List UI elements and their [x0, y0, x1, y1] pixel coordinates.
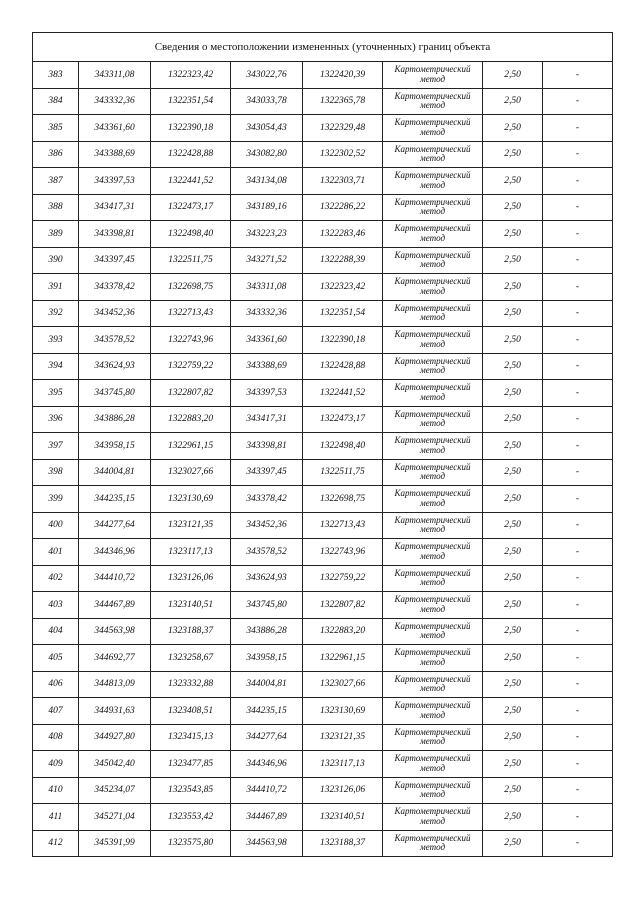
cell-accuracy: 2,50: [483, 168, 543, 195]
cell-point-number: 404: [33, 618, 79, 645]
cell-new-x: 343082,80: [231, 141, 303, 168]
cell-new-y: 1322428,88: [303, 353, 383, 380]
cell-new-x: 343271,52: [231, 247, 303, 274]
cell-new-x: 343745,80: [231, 592, 303, 619]
cell-new-y: 1322323,42: [303, 274, 383, 301]
table-title: Сведения о местоположении измененных (уточненных) границ объекта: [33, 33, 613, 62]
cell-accuracy: 2,50: [483, 221, 543, 248]
boundary-coordinates-table: [32, 32, 613, 857]
table-row: [33, 459, 613, 486]
cell-method: Картометрический метод: [383, 486, 483, 513]
cell-old-y: 1322883,20: [151, 406, 231, 433]
cell-accuracy: 2,50: [483, 433, 543, 460]
cell-old-x: 343397,45: [79, 247, 151, 274]
cell-new-y: 1322390,18: [303, 327, 383, 354]
cell-new-y: 1322743,96: [303, 539, 383, 566]
table-row: [33, 804, 613, 831]
cell-point-number: 387: [33, 168, 79, 195]
cell-point-number: 400: [33, 512, 79, 539]
table-row: [33, 141, 613, 168]
table-row: [33, 88, 613, 115]
table-row: [33, 194, 613, 221]
cell-accuracy: 2,50: [483, 804, 543, 831]
table-row: [33, 274, 613, 301]
cell-new-y: 1323126,06: [303, 777, 383, 804]
cell-old-y: 1323027,66: [151, 459, 231, 486]
table-row: [33, 618, 613, 645]
cell-point-number: 401: [33, 539, 79, 566]
cell-old-y: 1323332,88: [151, 671, 231, 698]
cell-method: Картометрический метод: [383, 459, 483, 486]
cell-new-y: 1322961,15: [303, 645, 383, 672]
cell-old-x: 344277,64: [79, 512, 151, 539]
table-row: [33, 698, 613, 725]
cell-description: -: [543, 168, 613, 195]
cell-new-x: 343022,76: [231, 62, 303, 89]
cell-new-y: 1322441,52: [303, 380, 383, 407]
cell-description: -: [543, 645, 613, 672]
cell-method: Картометрический метод: [383, 777, 483, 804]
cell-method: Картометрический метод: [383, 115, 483, 142]
table-row: [33, 168, 613, 195]
cell-new-y: 1322365,78: [303, 88, 383, 115]
cell-old-y: 1323553,42: [151, 804, 231, 831]
cell-accuracy: 2,50: [483, 141, 543, 168]
cell-old-x: 343452,36: [79, 300, 151, 327]
cell-description: -: [543, 671, 613, 698]
cell-description: -: [543, 486, 613, 513]
cell-description: -: [543, 62, 613, 89]
cell-old-y: 1322498,40: [151, 221, 231, 248]
cell-old-x: 344927,80: [79, 724, 151, 751]
cell-new-x: 344346,96: [231, 751, 303, 778]
cell-old-x: 345271,04: [79, 804, 151, 831]
cell-accuracy: 2,50: [483, 300, 543, 327]
cell-accuracy: 2,50: [483, 671, 543, 698]
cell-old-x: 345391,99: [79, 830, 151, 857]
cell-old-x: 344467,89: [79, 592, 151, 619]
cell-old-x: 343361,60: [79, 115, 151, 142]
cell-description: -: [543, 380, 613, 407]
cell-new-x: 344410,72: [231, 777, 303, 804]
cell-new-x: 343388,69: [231, 353, 303, 380]
cell-old-y: 1322428,88: [151, 141, 231, 168]
cell-new-x: 344467,89: [231, 804, 303, 831]
cell-accuracy: 2,50: [483, 459, 543, 486]
cell-description: -: [543, 539, 613, 566]
cell-point-number: 407: [33, 698, 79, 725]
cell-new-y: 1323027,66: [303, 671, 383, 698]
cell-description: -: [543, 777, 613, 804]
cell-old-y: 1322441,52: [151, 168, 231, 195]
cell-description: -: [543, 724, 613, 751]
cell-new-x: 343397,53: [231, 380, 303, 407]
table-row: [33, 380, 613, 407]
cell-description: -: [543, 353, 613, 380]
cell-method: Картометрический метод: [383, 433, 483, 460]
table-row: [33, 486, 613, 513]
cell-old-y: 1323408,51: [151, 698, 231, 725]
cell-point-number: 405: [33, 645, 79, 672]
cell-new-y: 1322351,54: [303, 300, 383, 327]
cell-accuracy: 2,50: [483, 565, 543, 592]
cell-accuracy: 2,50: [483, 830, 543, 857]
table-row: [33, 751, 613, 778]
cell-new-y: 1323130,69: [303, 698, 383, 725]
cell-new-y: 1322303,71: [303, 168, 383, 195]
table-body: [33, 62, 613, 857]
cell-point-number: 391: [33, 274, 79, 301]
cell-new-y: 1322286,22: [303, 194, 383, 221]
table-row: [33, 671, 613, 698]
cell-new-x: 343578,52: [231, 539, 303, 566]
cell-old-y: 1323575,80: [151, 830, 231, 857]
cell-point-number: 410: [33, 777, 79, 804]
cell-point-number: 389: [33, 221, 79, 248]
cell-accuracy: 2,50: [483, 592, 543, 619]
cell-new-y: 1322302,52: [303, 141, 383, 168]
cell-method: Картометрический метод: [383, 300, 483, 327]
cell-new-x: 343311,08: [231, 274, 303, 301]
cell-description: -: [543, 433, 613, 460]
cell-new-x: 344563,98: [231, 830, 303, 857]
cell-old-y: 1322351,54: [151, 88, 231, 115]
cell-new-y: 1323121,35: [303, 724, 383, 751]
cell-method: Картометрический метод: [383, 141, 483, 168]
cell-accuracy: 2,50: [483, 194, 543, 221]
cell-new-x: 343452,36: [231, 512, 303, 539]
cell-point-number: 392: [33, 300, 79, 327]
cell-accuracy: 2,50: [483, 353, 543, 380]
cell-point-number: 386: [33, 141, 79, 168]
cell-method: Картометрический метод: [383, 592, 483, 619]
cell-description: -: [543, 512, 613, 539]
cell-method: Картометрический метод: [383, 751, 483, 778]
cell-old-y: 1323126,06: [151, 565, 231, 592]
cell-old-x: 344692,77: [79, 645, 151, 672]
cell-new-y: 1322511,75: [303, 459, 383, 486]
cell-new-y: 1322713,43: [303, 512, 383, 539]
cell-new-y: 1322283,46: [303, 221, 383, 248]
cell-description: -: [543, 327, 613, 354]
cell-old-y: 1323258,67: [151, 645, 231, 672]
cell-accuracy: 2,50: [483, 115, 543, 142]
cell-accuracy: 2,50: [483, 618, 543, 645]
cell-method: Картометрический метод: [383, 804, 483, 831]
cell-new-x: 343397,45: [231, 459, 303, 486]
cell-method: Картометрический метод: [383, 698, 483, 725]
cell-old-x: 345042,40: [79, 751, 151, 778]
cell-old-x: 343311,08: [79, 62, 151, 89]
cell-accuracy: 2,50: [483, 698, 543, 725]
cell-description: -: [543, 751, 613, 778]
cell-point-number: 393: [33, 327, 79, 354]
table-row: [33, 724, 613, 751]
cell-old-x: 344563,98: [79, 618, 151, 645]
cell-accuracy: 2,50: [483, 274, 543, 301]
cell-new-y: 1322329,48: [303, 115, 383, 142]
cell-old-y: 1322390,18: [151, 115, 231, 142]
cell-description: -: [543, 115, 613, 142]
cell-old-x: 344410,72: [79, 565, 151, 592]
cell-point-number: 408: [33, 724, 79, 751]
cell-accuracy: 2,50: [483, 62, 543, 89]
cell-accuracy: 2,50: [483, 327, 543, 354]
cell-new-x: 343332,36: [231, 300, 303, 327]
cell-method: Картометрический метод: [383, 327, 483, 354]
cell-method: Картометрический метод: [383, 565, 483, 592]
cell-new-x: 343417,31: [231, 406, 303, 433]
cell-new-x: 344235,15: [231, 698, 303, 725]
cell-point-number: 385: [33, 115, 79, 142]
cell-old-x: 343958,15: [79, 433, 151, 460]
cell-old-y: 1322511,75: [151, 247, 231, 274]
cell-point-number: 403: [33, 592, 79, 619]
cell-description: -: [543, 406, 613, 433]
cell-point-number: 406: [33, 671, 79, 698]
cell-point-number: 399: [33, 486, 79, 513]
cell-old-x: 344235,15: [79, 486, 151, 513]
cell-point-number: 388: [33, 194, 79, 221]
cell-description: -: [543, 274, 613, 301]
cell-method: Картометрический метод: [383, 539, 483, 566]
table-row: [33, 830, 613, 857]
cell-old-y: 1322759,22: [151, 353, 231, 380]
cell-point-number: 398: [33, 459, 79, 486]
cell-description: -: [543, 88, 613, 115]
cell-description: -: [543, 698, 613, 725]
cell-new-y: 1322420,39: [303, 62, 383, 89]
table-row: [33, 512, 613, 539]
cell-new-x: 343361,60: [231, 327, 303, 354]
table-row: [33, 115, 613, 142]
cell-old-y: 1322961,15: [151, 433, 231, 460]
cell-old-x: 343397,53: [79, 168, 151, 195]
cell-description: -: [543, 194, 613, 221]
cell-old-y: 1322807,82: [151, 380, 231, 407]
cell-point-number: 397: [33, 433, 79, 460]
cell-old-x: 344813,09: [79, 671, 151, 698]
cell-new-y: 1322473,17: [303, 406, 383, 433]
cell-point-number: 395: [33, 380, 79, 407]
cell-old-x: 343388,69: [79, 141, 151, 168]
cell-new-x: 343033,78: [231, 88, 303, 115]
cell-old-x: 345234,07: [79, 777, 151, 804]
cell-old-y: 1323140,51: [151, 592, 231, 619]
cell-old-y: 1323117,13: [151, 539, 231, 566]
cell-description: -: [543, 618, 613, 645]
cell-new-x: 343624,93: [231, 565, 303, 592]
cell-new-x: 343223,23: [231, 221, 303, 248]
cell-accuracy: 2,50: [483, 247, 543, 274]
cell-accuracy: 2,50: [483, 539, 543, 566]
cell-method: Картометрический метод: [383, 618, 483, 645]
cell-point-number: 394: [33, 353, 79, 380]
cell-description: -: [543, 830, 613, 857]
table-row: [33, 433, 613, 460]
cell-accuracy: 2,50: [483, 724, 543, 751]
cell-point-number: 383: [33, 62, 79, 89]
cell-new-y: 1323140,51: [303, 804, 383, 831]
cell-method: Картометрический метод: [383, 830, 483, 857]
cell-point-number: 411: [33, 804, 79, 831]
cell-description: -: [543, 141, 613, 168]
cell-method: Картометрический метод: [383, 221, 483, 248]
cell-description: -: [543, 221, 613, 248]
cell-accuracy: 2,50: [483, 777, 543, 804]
cell-method: Картометрический метод: [383, 645, 483, 672]
cell-old-y: 1322713,43: [151, 300, 231, 327]
cell-old-y: 1322473,17: [151, 194, 231, 221]
cell-description: -: [543, 247, 613, 274]
cell-point-number: 402: [33, 565, 79, 592]
cell-old-x: 343378,42: [79, 274, 151, 301]
cell-description: -: [543, 300, 613, 327]
table-row: [33, 300, 613, 327]
cell-method: Картометрический метод: [383, 274, 483, 301]
cell-old-y: 1323121,35: [151, 512, 231, 539]
cell-new-x: 343378,42: [231, 486, 303, 513]
table-title-row: [33, 33, 613, 62]
cell-accuracy: 2,50: [483, 645, 543, 672]
cell-accuracy: 2,50: [483, 512, 543, 539]
cell-new-y: 1323188,37: [303, 830, 383, 857]
cell-new-x: 343054,43: [231, 115, 303, 142]
cell-accuracy: 2,50: [483, 380, 543, 407]
cell-old-y: 1323477,85: [151, 751, 231, 778]
table-row: [33, 221, 613, 248]
cell-new-y: 1322759,22: [303, 565, 383, 592]
cell-old-y: 1322323,42: [151, 62, 231, 89]
cell-method: Картометрический метод: [383, 512, 483, 539]
cell-accuracy: 2,50: [483, 486, 543, 513]
table-row: [33, 565, 613, 592]
cell-point-number: 390: [33, 247, 79, 274]
cell-old-x: 343624,93: [79, 353, 151, 380]
cell-old-x: 344346,96: [79, 539, 151, 566]
cell-new-x: 343886,28: [231, 618, 303, 645]
cell-old-x: 343332,36: [79, 88, 151, 115]
table-row: [33, 539, 613, 566]
cell-accuracy: 2,50: [483, 88, 543, 115]
cell-method: Картометрический метод: [383, 380, 483, 407]
cell-point-number: 412: [33, 830, 79, 857]
cell-description: -: [543, 459, 613, 486]
table-row: [33, 645, 613, 672]
cell-old-y: 1323543,85: [151, 777, 231, 804]
cell-old-x: 344004,81: [79, 459, 151, 486]
cell-method: Картометрический метод: [383, 62, 483, 89]
cell-point-number: 396: [33, 406, 79, 433]
cell-new-x: 343958,15: [231, 645, 303, 672]
cell-new-x: 343398,81: [231, 433, 303, 460]
table-row: [33, 62, 613, 89]
cell-accuracy: 2,50: [483, 751, 543, 778]
cell-new-x: 343189,16: [231, 194, 303, 221]
table-row: [33, 777, 613, 804]
cell-new-y: 1322883,20: [303, 618, 383, 645]
cell-new-x: 343134,08: [231, 168, 303, 195]
cell-method: Картометрический метод: [383, 353, 483, 380]
cell-new-y: 1322807,82: [303, 592, 383, 619]
cell-old-x: 343886,28: [79, 406, 151, 433]
cell-method: Картометрический метод: [383, 671, 483, 698]
cell-new-x: 344004,81: [231, 671, 303, 698]
cell-new-y: 1322698,75: [303, 486, 383, 513]
cell-new-y: 1323117,13: [303, 751, 383, 778]
table-row: [33, 247, 613, 274]
table-row: [33, 353, 613, 380]
cell-method: Картометрический метод: [383, 724, 483, 751]
cell-point-number: 409: [33, 751, 79, 778]
cell-description: -: [543, 804, 613, 831]
cell-method: Картометрический метод: [383, 406, 483, 433]
cell-method: Картометрический метод: [383, 88, 483, 115]
cell-old-x: 343578,52: [79, 327, 151, 354]
cell-description: -: [543, 565, 613, 592]
cell-method: Картометрический метод: [383, 168, 483, 195]
cell-old-x: 343398,81: [79, 221, 151, 248]
cell-new-x: 344277,64: [231, 724, 303, 751]
cell-new-y: 1322498,40: [303, 433, 383, 460]
cell-old-y: 1323415,13: [151, 724, 231, 751]
cell-method: Картометрический метод: [383, 247, 483, 274]
cell-old-y: 1323188,37: [151, 618, 231, 645]
cell-description: -: [543, 592, 613, 619]
cell-old-y: 1322698,75: [151, 274, 231, 301]
table-row: [33, 327, 613, 354]
table-row: [33, 592, 613, 619]
cell-old-x: 344931,63: [79, 698, 151, 725]
cell-old-x: 343417,31: [79, 194, 151, 221]
cell-method: Картометрический метод: [383, 194, 483, 221]
cell-point-number: 384: [33, 88, 79, 115]
table-row: [33, 406, 613, 433]
cell-old-x: 343745,80: [79, 380, 151, 407]
cell-old-y: 1322743,96: [151, 327, 231, 354]
cell-accuracy: 2,50: [483, 406, 543, 433]
cell-old-y: 1323130,69: [151, 486, 231, 513]
cell-new-y: 1322288,39: [303, 247, 383, 274]
